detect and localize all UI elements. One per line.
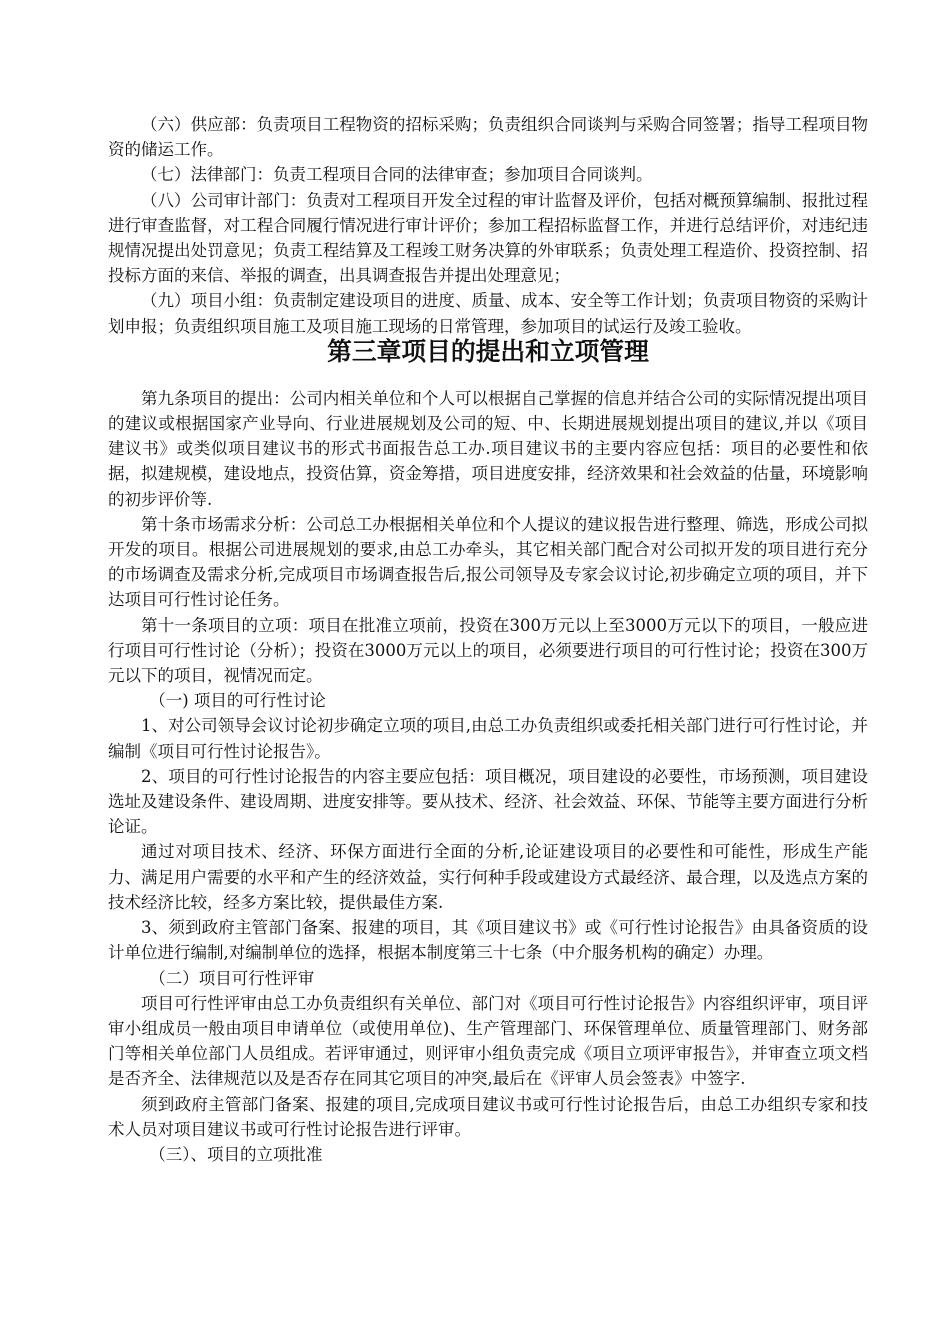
document-page bbox=[108, 112, 868, 1167]
paragraph-legal-dept: （七）法律部门：负责工程项目合同的法律审查；参加项目合同谈判。 bbox=[141, 165, 653, 185]
paragraph-project-team: （九）项目小组：负责制定建设项目的进度、质量、成本、安全等工作计划；负责项目物资的采购计划申报；负责组织项目施工及项目施工现场的日常管理，参加项目的试运行及竣工验收。 bbox=[108, 291, 868, 336]
paragraph-article-9: 第九条项目的提出：公司内相关单位和个人可以根据自己掌握的信息并结合公司的实际情况提出项目的建议或根据国家产业导向、行业进展规划及公司的短、中、长期进展规划提出项目的建议,并以《项目建议书》或类似项目建议书的形式书面报告总工办.项目建议书的主要内容应包括：项目的必要性和依据，拟建规模，建设地点，投资估算，资金筹措，项目进度安排，经济效果和社会效益的估量，环境影响的初步评价等. bbox=[108, 388, 868, 509]
paragraph-item-1: 1、对公司领导会议讨论初步确定立项的项目,由总工办负责组织或委托相关部门进行可行性讨论，并编制《项目可行性讨论报告》。 bbox=[108, 716, 868, 761]
paragraph-item-2: 2、项目的可行性讨论报告的内容主要应包括：项目概况，项目建设的必要性，市场预测，项目建设选址及建设条件、建设周期、进度安排等。要从技术、经济、社会效益、环保、节能等主要方面进行分析论证。 bbox=[108, 766, 868, 837]
subheading-feasibility-study: （一) 项目的可行性讨论 bbox=[149, 691, 326, 711]
subheading-feasibility-review: （二）项目可行性评审 bbox=[149, 968, 315, 988]
paragraph-audit-dept: （八）公司审计部门：负责对工程项目开发全过程的审计监督及评价，包括对概预算编制、报批过程进行审查监督，对工程合同履行情况进行审计评价；参加工程招标监督工作，并进行总结评价，对违纪违规情况提出处罚意见；负责工程结算及工程竣工财务决算的外审联系；负责处理工程造价、投资控制、招投标方面的来信、举报的调查，出具调查报告并提出处理意见； bbox=[108, 190, 868, 286]
paragraph-article-10: 第十条市场需求分析：公司总工办根据相关单位和个人提议的建议报告进行整理、筛选，形成公司拟开发的项目。根据公司进展规划的要求,由总工办牵头，其它相关部门配合对公司拟开发的项目进行充分的市场调查及需求分析,完成项目市场调查报告后,报公司领导及专家会议讨论,初步确定立项的项目，并下达项目可行性讨论任务。 bbox=[108, 514, 868, 610]
subheading-approval: （三）、项目的立项批准 bbox=[149, 1144, 323, 1164]
paragraph-review-2: 须到政府主管部门备案、报建的项目,完成项目建议书或可行性讨论报告后，由总工办组织专家和技术人员对项目建议书或可行性讨论报告进行评审。 bbox=[108, 1094, 868, 1139]
paragraph-supply-dept: （六）供应部：负责项目工程物资的招标采购；负责组织合同谈判与采购合同签署；指导工程项目物资的储运工作。 bbox=[108, 115, 868, 160]
paragraph-article-11: 第十一条项目的立项：项目在批准立项前，投资在300万元以上至3000万元以下的项目，一般应进行项目可行性讨论（分析）；投资在3000万元以上的项目，必须要进行项目的可行性讨论；投资在300万元以下的项目，视情况而定。 bbox=[108, 615, 868, 686]
paragraph-item-3: 3、须到政府主管部门备案、报建的项目，其《项目建议书》或《可行性讨论报告》由具备资质的设计单位进行编制,对编制单位的选择，根据本制度第三十七条（中介服务机构的确定）办理。 bbox=[108, 918, 868, 963]
paragraph-item-2-analysis: 通过对项目技术、经济、环保方面进行全面的分析,论证建设项目的必要性和可能性，形成生产能力、满足用户需要的水平和产生的经济效益，实行何种手段或建设方式最经济、最合理，以及选点方案的技术经济比较，经多方案比较，提供最佳方案. bbox=[108, 842, 868, 912]
chapter-title: 第三章项目的提出和立项管理 bbox=[327, 336, 649, 366]
paragraph-review-1: 项目可行性评审由总工办负责组织有关单位、部门对《项目可行性讨论报告》内容组织评审，项目评审小组成员一般由项目申请单位（或使用单位)、生产管理部门、环保管理单位、质量管理部门、财务部门等相关单位部门人员组成。若评审通过，则评审小组负责完成《项目立项评审报告》，并审查立项文档是否齐全、法律规范以及是否存在同其它项目的冲突,最后在《评审人员会签表》中签字. bbox=[108, 993, 868, 1089]
